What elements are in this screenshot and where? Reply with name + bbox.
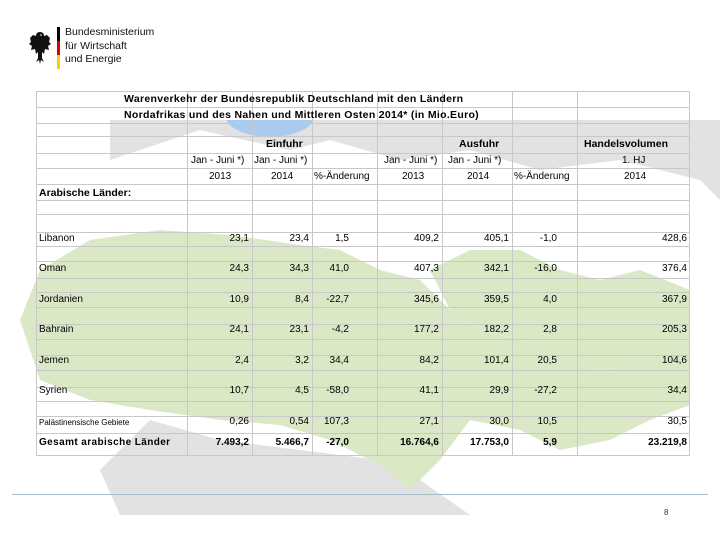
cell-a14: 30,0 <box>489 416 509 427</box>
cell-a13: 409,2 <box>413 233 439 244</box>
cell-ep: -27,0 <box>326 437 349 448</box>
cell-e13: 23,1 <box>229 233 249 244</box>
cell-ep: -4,2 <box>331 324 349 335</box>
federal-eagle-icon <box>27 26 53 70</box>
cell-e13: 24,3 <box>229 263 249 274</box>
cell-a13: 27,1 <box>419 416 439 427</box>
cell-e14: 34,3 <box>289 263 309 274</box>
cell-e14: 23,4 <box>289 233 309 244</box>
cell-ep: 1,5 <box>335 233 349 244</box>
cell-e14: 0,54 <box>289 416 309 427</box>
cell-ep: 34,4 <box>329 355 349 366</box>
cell-a14: 359,5 <box>483 294 509 305</box>
row-country-name: Jordanien <box>39 294 83 305</box>
cell-a14: 182,2 <box>483 324 509 335</box>
cell-e14: 3,2 <box>295 355 309 366</box>
cell-a13: 407,3 <box>413 263 439 274</box>
cell-ap: 10,5 <box>537 416 557 427</box>
cell-a14: 29,9 <box>489 385 509 396</box>
cell-e14: 5.466,7 <box>275 437 309 448</box>
cell-ap: 5,9 <box>543 437 557 448</box>
cell-e13: 0,26 <box>229 416 249 427</box>
page-number: 8 <box>664 508 669 517</box>
cell-ap: -16,0 <box>534 263 557 274</box>
cell-a13: 345,6 <box>413 294 439 305</box>
row-country-name: Libanon <box>39 233 75 244</box>
cell-a14: 17.753,0 <box>470 437 509 448</box>
footer-divider <box>12 494 708 495</box>
cell-e14: 23,1 <box>289 324 309 335</box>
row-country-name: Palästinensische Gebiete <box>39 418 130 427</box>
cell-e14: 8,4 <box>295 294 309 305</box>
ministry-name-line2: für Wirtschaft <box>65 39 127 52</box>
table-title-line1: Warenverkehr der Bundesrepublik Deutschland mit den Ländern <box>124 93 464 105</box>
german-flag-stripe <box>57 27 60 69</box>
subheader-handel-year-2014: 2014 <box>624 171 647 182</box>
cell-hv: 376,4 <box>661 263 687 274</box>
cell-ap: 20,5 <box>537 355 557 366</box>
subheader-einfuhr-year-2014: 2014 <box>271 171 294 182</box>
cell-a13: 84,2 <box>419 355 439 366</box>
row-country-name: Syrien <box>39 385 68 396</box>
cell-hv: 367,9 <box>661 294 687 305</box>
cell-e13: 24,1 <box>229 324 249 335</box>
header-ausfuhr: Ausfuhr <box>459 138 500 150</box>
cell-a13: 16.764,6 <box>400 437 439 448</box>
row-country-name: Oman <box>39 263 67 274</box>
header-handelsvolumen: Handelsvolumen <box>584 138 669 150</box>
ministry-name-line1: Bundesministerium <box>65 26 155 38</box>
ministry-name <box>65 26 154 67</box>
subheader-einfuhr-year-2013: 2013 <box>209 171 232 182</box>
ministry-logo <box>27 26 167 70</box>
cell-hv: 428,6 <box>661 233 687 244</box>
row-country-name: Bahrain <box>39 324 74 335</box>
cell-ap: 2,8 <box>543 324 557 335</box>
subheader-ausfuhr-period-2013: Jan - Juni *) <box>384 155 438 166</box>
header-einfuhr: Einfuhr <box>266 138 303 150</box>
cell-a14: 405,1 <box>483 233 509 244</box>
cell-ep: 41,0 <box>329 263 349 274</box>
ministry-name-line3: und Energie <box>65 53 122 65</box>
cell-ap: 4,0 <box>543 294 557 305</box>
cell-hv: 23.219,8 <box>648 437 687 448</box>
row-country-name: Gesamt arabische Länder <box>39 437 171 448</box>
cell-hv: 34,4 <box>667 385 687 396</box>
subheader-hj: 1. HJ <box>622 155 646 166</box>
subheader-ausfuhr-change: %-Änderung <box>514 171 570 182</box>
cell-hv: 205,3 <box>661 324 687 335</box>
cell-e13: 2,4 <box>235 355 249 366</box>
cell-e13: 7.493,2 <box>215 437 249 448</box>
subheader-einfuhr-period-2013: Jan - Juni *) <box>191 155 245 166</box>
cell-ap: -1,0 <box>539 233 557 244</box>
subheader-einfuhr-period-2014: Jan - Juni *) <box>254 155 308 166</box>
cell-e14: 4,5 <box>295 385 309 396</box>
subheader-ausfuhr-year-2013: 2013 <box>402 171 425 182</box>
cell-ep: -58,0 <box>326 385 349 396</box>
cell-hv: 104,6 <box>661 355 687 366</box>
cell-ep: -22,7 <box>326 294 349 305</box>
table-title-line2: Nordafrikas und des Nahen und Mittleren Osten 2014* (in Mio.Euro) <box>124 109 479 121</box>
cell-ep: 107,3 <box>323 416 349 427</box>
row-country-name: Jemen <box>39 355 70 366</box>
subheader-ausfuhr-year-2014: 2014 <box>467 171 490 182</box>
cell-hv: 30,5 <box>667 416 687 427</box>
cell-e13: 10,7 <box>229 385 249 396</box>
cell-e13: 10,9 <box>229 294 249 305</box>
cell-a13: 41,1 <box>419 385 439 396</box>
cell-ap: -27,2 <box>534 385 557 396</box>
subheader-einfuhr-change: %-Änderung <box>314 171 370 182</box>
subheader-ausfuhr-period-2014: Jan - Juni *) <box>448 155 502 166</box>
section-label: Arabische Länder: <box>39 187 132 199</box>
cell-a14: 101,4 <box>483 355 509 366</box>
cell-a13: 177,2 <box>413 324 439 335</box>
trade-table <box>36 91 690 456</box>
cell-a14: 342,1 <box>483 263 509 274</box>
